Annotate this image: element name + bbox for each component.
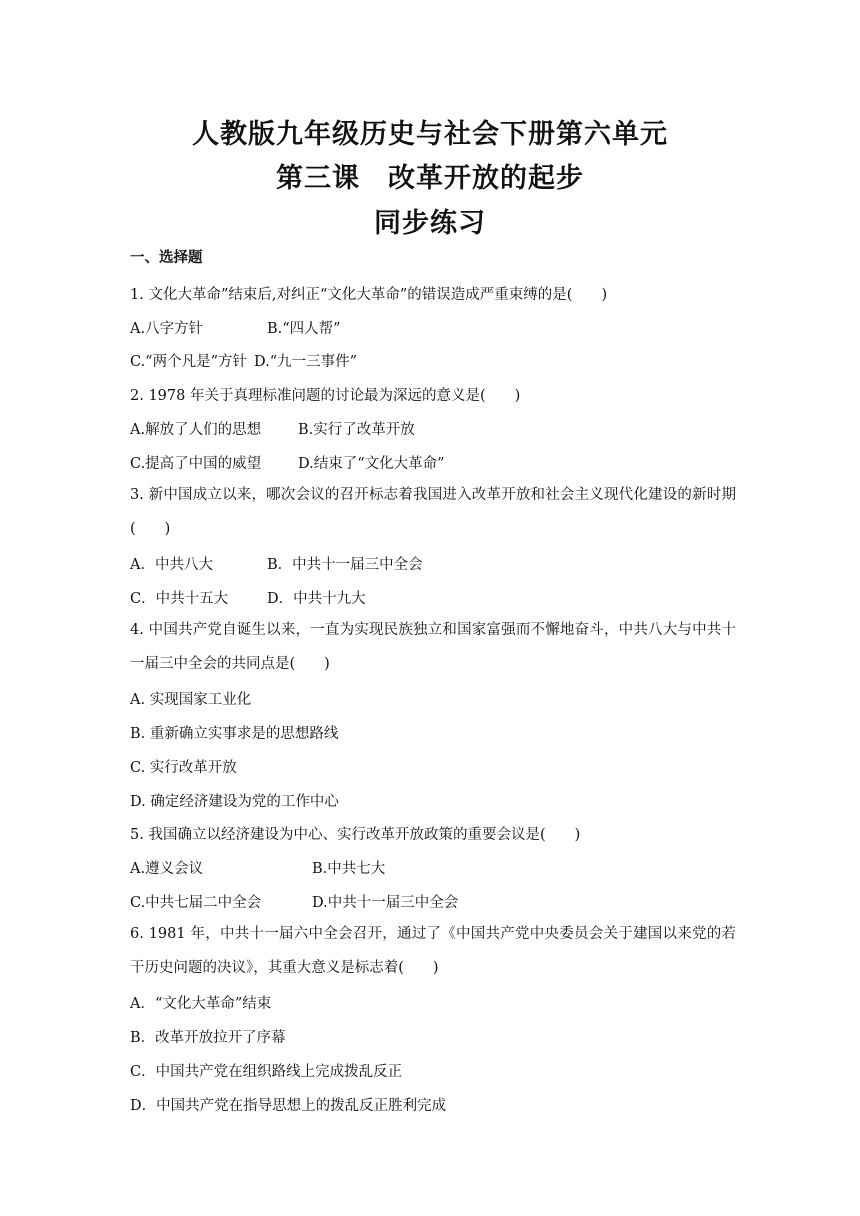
question-6-option-c: C．中国共产党在组织路线上完成拨乱反正 bbox=[130, 1064, 403, 1080]
question-1-option-b: B.“四人帮” bbox=[267, 321, 341, 337]
question-2-option-a: A.解放了人们的思想 bbox=[130, 422, 262, 438]
question-2-stem: 2. 1978 年关于真理标准问题的讨论最为深远的意义是( ) bbox=[130, 388, 521, 404]
question-3-option-b: B．中共十一届三中全会 bbox=[267, 557, 423, 573]
question-5-option-c: C.中共七届二中全会 bbox=[130, 895, 262, 911]
question-5-stem: 5. 我国确立以经济建设为中心、实行改革开放政策的重要会议是( ) bbox=[130, 827, 581, 843]
question-6-option-a: A．“文化大革命”结束 bbox=[130, 996, 272, 1012]
question-5-option-b: B.中共七大 bbox=[312, 861, 386, 877]
document-title: 人教版九年级历史与社会下册第六单元 bbox=[192, 119, 668, 150]
section-heading: 一、选择题 bbox=[130, 250, 203, 266]
question-3-stem: 3. 新中国成立以来，哪次会议的召开标志着我国进入改革开放和社会主义现代化建设的新时期( ) bbox=[130, 487, 736, 537]
question-4-option-a: A. 实现国家工业化 bbox=[130, 692, 252, 708]
exercise-title: 同步练习 bbox=[374, 208, 486, 239]
question-1-option-d: D.“九一三事件” bbox=[254, 354, 358, 370]
question-2-option-c: C.提高了中国的威望 bbox=[130, 456, 262, 472]
question-1-stem: 1. 文化大革命”结束后,对纠正“文化大革命”的错误造成严重束缚的是( ) bbox=[130, 287, 608, 303]
question-4-option-d: D. 确定经济建设为党的工作中心 bbox=[130, 794, 339, 810]
question-3-option-d: D．中共十九大 bbox=[267, 591, 366, 607]
question-3-option-c: C．中共十五大 bbox=[130, 591, 229, 607]
question-3-option-a: A．中共八大 bbox=[130, 557, 213, 573]
question-4-option-c: C. 实行改革开放 bbox=[130, 760, 237, 776]
question-2-option-b: B.实行了改革开放 bbox=[298, 422, 415, 438]
question-4-option-b: B. 重新确立实事求是的思想路线 bbox=[130, 726, 339, 742]
question-4-stem: 4. 中国共产党自诞生以来，一直为实现民族独立和国家富强而不懈地奋斗，中共八大与中共十一届三中全会的共同点是( ) bbox=[130, 622, 736, 672]
question-1-option-c: C.“两个凡是”方针 bbox=[130, 354, 248, 370]
question-6-option-b: B．改革开放拉开了序幕 bbox=[130, 1030, 286, 1046]
question-5-option-d: D.中共十一届三中全会 bbox=[312, 895, 459, 911]
question-2-option-d: D.结束了“文化大革命” bbox=[298, 456, 445, 472]
question-6-stem: 6. 1981 年，中共十一届六中全会召开，通过了《中国共产党中央委员会关于建国以来党的若干历史问题的决议》，其重大意义是标志着( ) bbox=[130, 926, 736, 976]
question-5-option-a: A.遵义会议 bbox=[130, 861, 204, 877]
question-6-option-d: D．中国共产党在指导思想上的拨乱反正胜利完成 bbox=[130, 1098, 447, 1114]
lesson-title: 第三课 改革开放的起步 bbox=[276, 163, 584, 194]
question-1-option-a: A.八字方针 bbox=[130, 321, 204, 337]
